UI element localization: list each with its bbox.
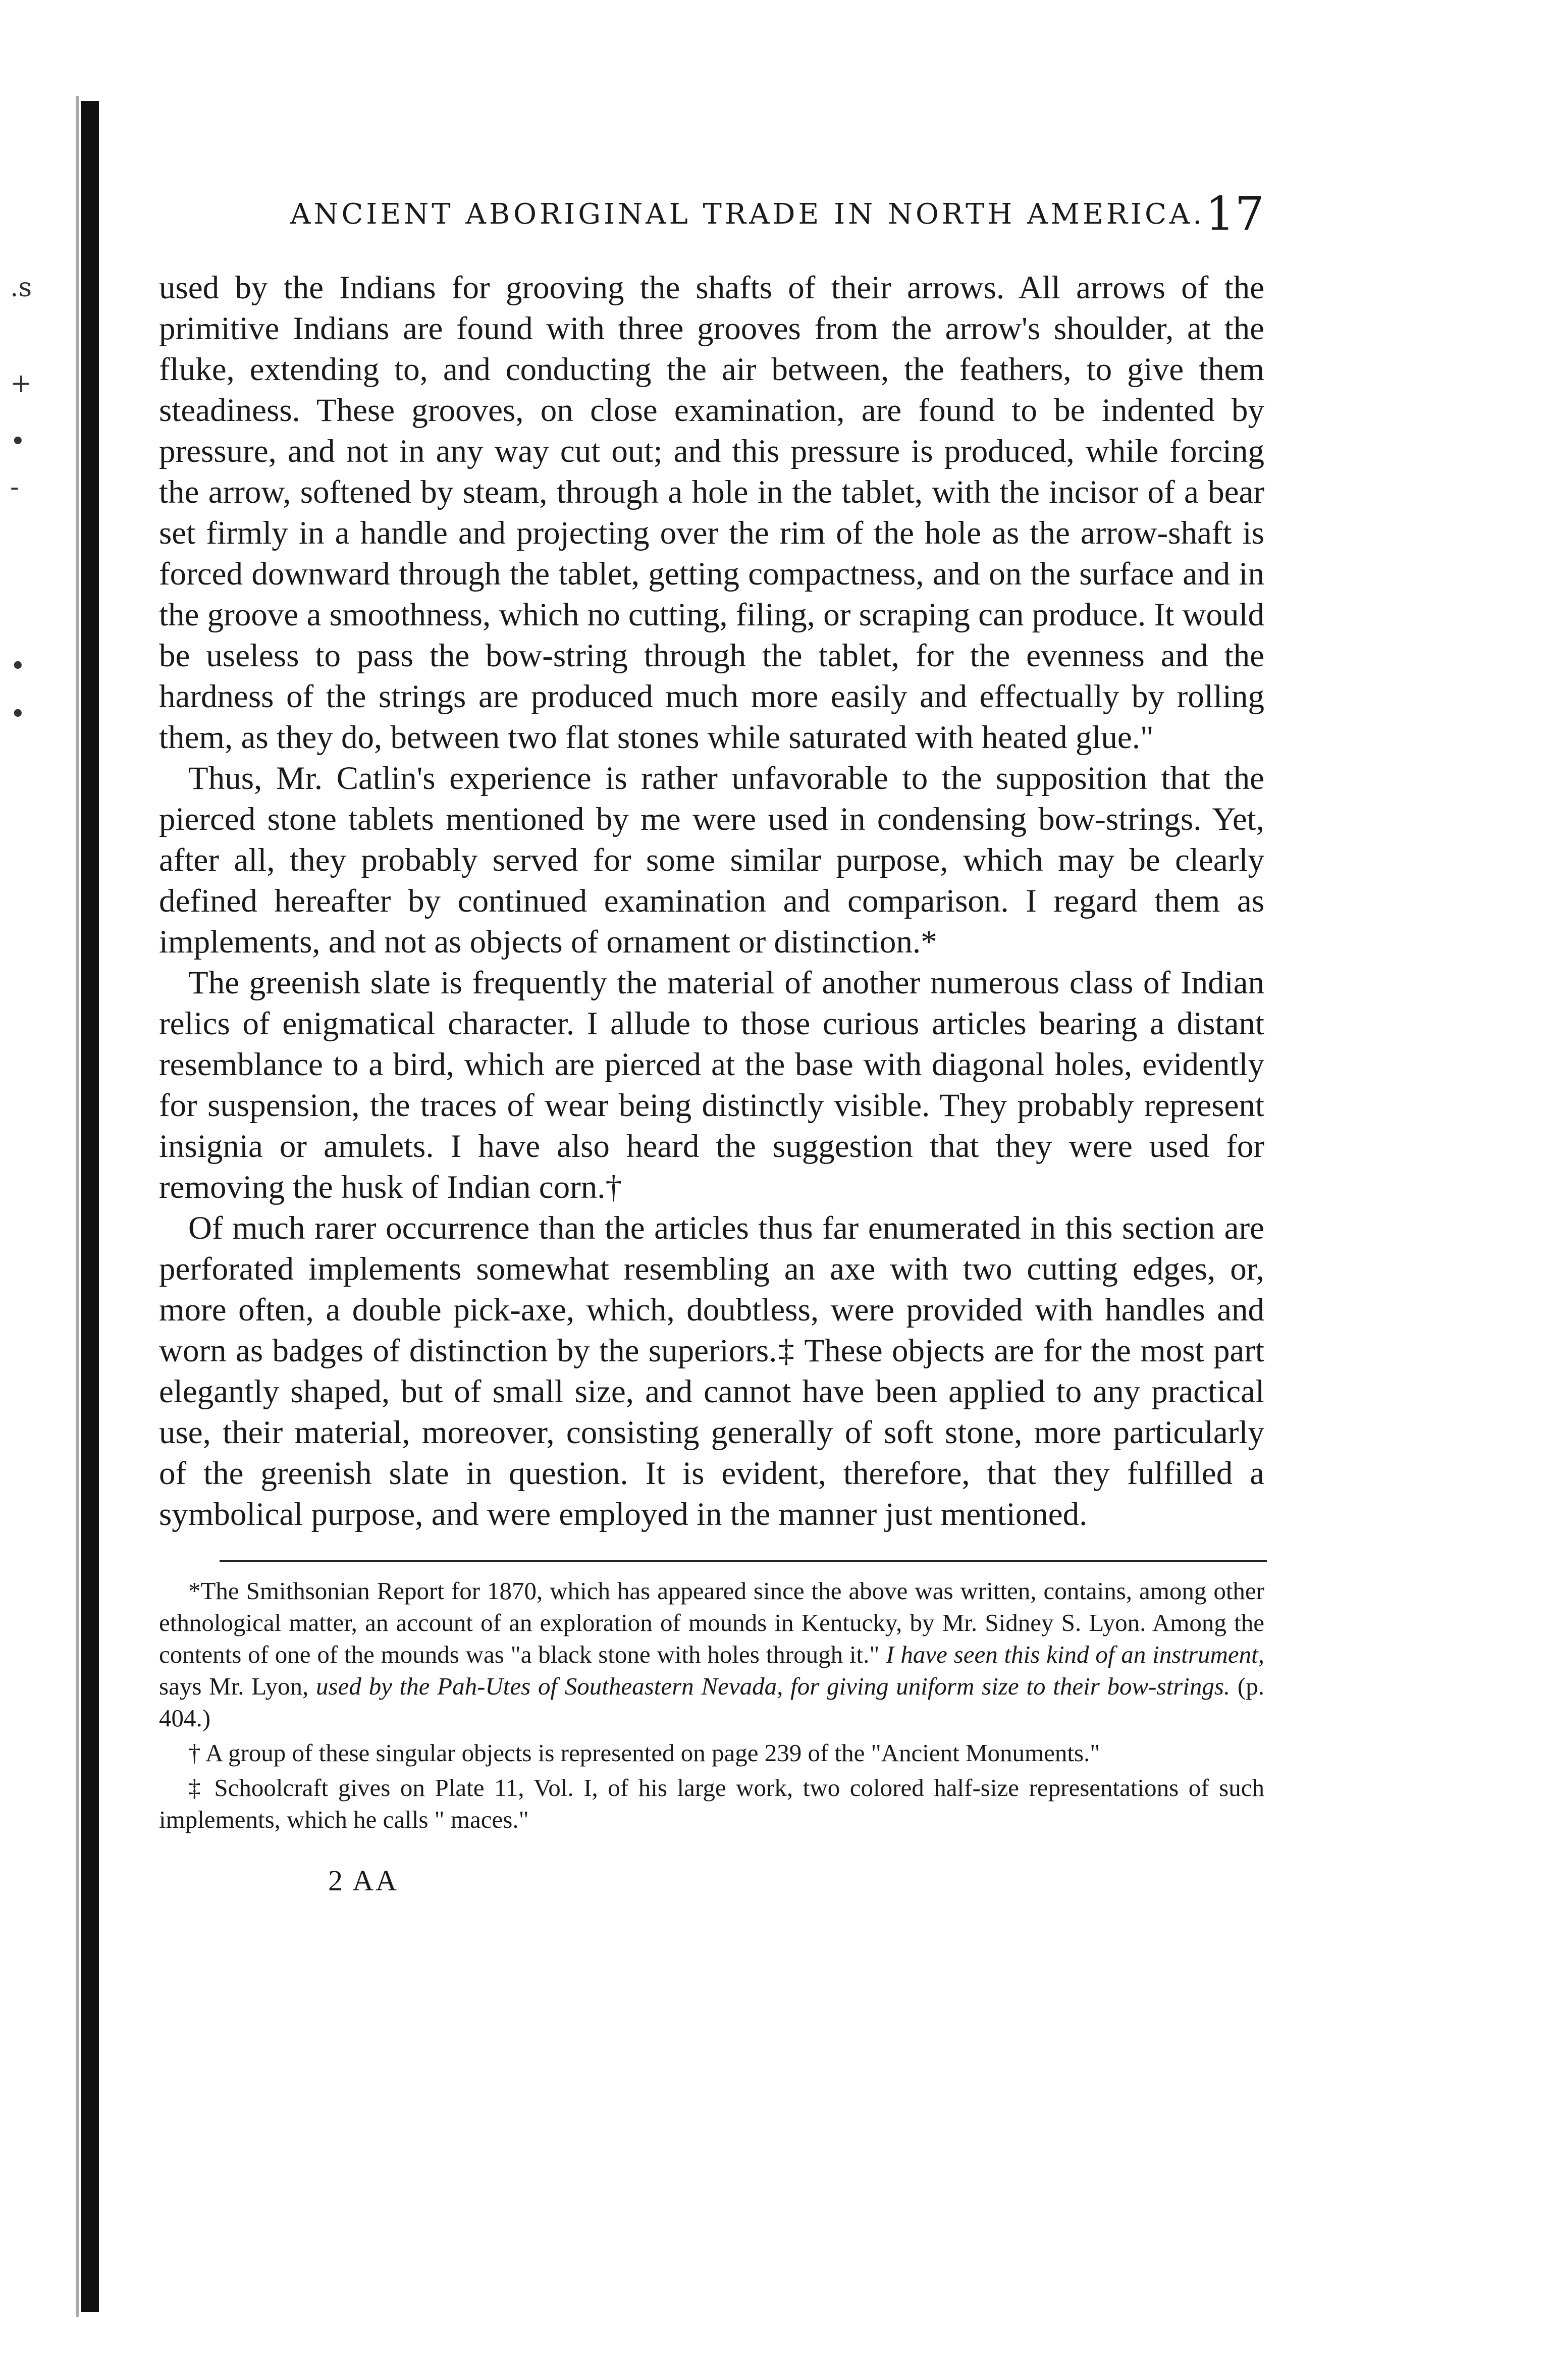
footnote-text: (p. 404.) bbox=[159, 1672, 1264, 1732]
footnote bbox=[159, 1575, 1264, 1734]
paragraph: Of much rarer occurrence than the articles thus far enumerated in this section are perforated implements somewhat resembling an axe with two cutting edges, or, more often, a double pick-axe, which, doubtless, were provided with handles and worn as badges of distinction by the superiors.‡ These objects are for the most part elegantly shaped, but of small size, and cannot have been applied to any practical use, their material, moreover, consisting generally of soft stone, more particularly of the greenish slate in question. It is evident, therefore, that they fulfilled a symbolical purpose, and were employed in the manner just mentioned. bbox=[159, 1210, 1264, 1532]
footnotes bbox=[159, 1575, 1264, 1835]
footnote: † A group of these singular objects is represented on page 239 of the "Ancient Monuments." bbox=[188, 1739, 1100, 1767]
book-page bbox=[159, 187, 1264, 1897]
page-number: 17 bbox=[1205, 187, 1264, 241]
footnote-text: *The Smithsonian Report for 1870, which has appeared since the above was written, contains, among other ethnological matter, an account of an exploration of mounds in Kentucky, by Mr. Sidney S. Lyon. Among the contents of one of the mounds was "a black stone with holes through it." bbox=[159, 1577, 1264, 1668]
paragraph: used by the Indians for grooving the shafts of their arrows. All arrows of the primitive Indians are found with three grooves from the arrow's shoulder, at the fluke, extending to, and conducting the air between, the feathers, to give them steadiness. These grooves, on close examination, are found to be indented by pressure, and not in any way cut out; and this pressure is produced, while forcing the arrow, softened by steam, through a hole in the tablet, with the incisor of a bear set firmly in a handle and projecting over the rim of the hole as the arrow-shaft is forced downward through the tablet, getting compactness, and on the surface and in the groove a smoothness, which no cutting, filing, or scraping can produce. It would be useless to pass the bow-string through the tablet, for the evenness and the hardness of the strings are produced much more easily and effectually by rolling them, as they do, between two flat stones while saturated with heated glue." bbox=[159, 270, 1264, 756]
paragraph: Thus, Mr. Catlin's experience is rather unfavorable to the supposition that the pierced stone tablets mentioned by me were used in condensing bow-strings. Yet, after all, they probably served for some similar purpose, which may be clearly defined hereafter by continued examination and comparison. I regard them as implements, and not as objects of ornament or distinction.* bbox=[159, 760, 1264, 960]
running-title: ANCIENT ABORIGINAL TRADE IN NORTH AMERICA. bbox=[290, 198, 1205, 231]
signature-mark: 2 AA bbox=[328, 1864, 399, 1897]
footnote-italic: I have seen this kind of an instrument, bbox=[886, 1641, 1264, 1668]
margin-mark: + bbox=[10, 368, 32, 399]
footnote-text: says Mr. Lyon, bbox=[159, 1672, 316, 1700]
running-head bbox=[159, 187, 1264, 241]
margin-mark: • bbox=[10, 651, 26, 681]
margin-mark: • bbox=[10, 427, 26, 457]
footnote-rule bbox=[220, 1560, 1267, 1562]
binding-shadow bbox=[76, 96, 79, 2317]
binding-edge bbox=[81, 101, 99, 2312]
margin-mark: .s bbox=[10, 273, 32, 303]
body-text bbox=[159, 268, 1264, 1535]
margin-mark: • bbox=[10, 699, 26, 729]
footnote-italic: used by the Pah-Utes of Southeastern Nevada, for giving uniform size to their bow-strings. bbox=[316, 1672, 1231, 1700]
footnote: ‡ Schoolcraft gives on Plate 11, Vol. I, of his large work, two colored half-size representations of such implements, which he calls " maces." bbox=[159, 1774, 1264, 1833]
paragraph: The greenish slate is frequently the material of another numerous class of Indian relics of enigmatical character. I allude to those curious articles bearing a distant resemblance to a bird, which are pierced at the base with diagonal holes, evidently for suspension, the traces of wear being distinctly visible. They probably represent insignia or amulets. I have also heard the suggestion that they were used for removing the husk of Indian corn.† bbox=[159, 965, 1264, 1205]
margin-mark: - bbox=[10, 472, 19, 502]
